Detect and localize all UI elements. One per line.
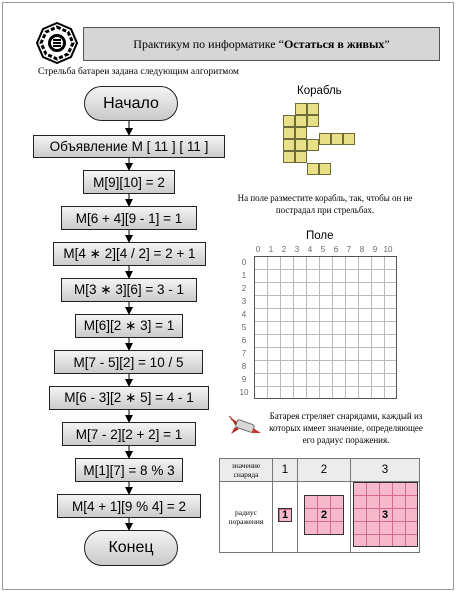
- title-suffix: ”: [384, 36, 390, 51]
- field-grid[interactable]: [254, 256, 397, 399]
- field-column-number: 5: [320, 245, 326, 254]
- flowchart-end: Конец: [84, 530, 178, 566]
- ship-cell: [295, 127, 307, 139]
- header-value-cell: [298, 459, 351, 482]
- field-row-number: 5: [241, 323, 247, 332]
- field-column-number: 8: [359, 245, 365, 254]
- flowchart-step: M[9][10] = 2: [83, 170, 175, 194]
- radius-3-cell: [351, 482, 420, 553]
- field-column-number: 7: [346, 245, 352, 254]
- ship-cell: [307, 163, 319, 175]
- flowchart-step: M[7 - 2][2 + 2] = 1: [62, 422, 196, 446]
- field-row-number: 2: [241, 284, 247, 293]
- field-column-number: 2: [281, 245, 287, 254]
- intro-text: Стрельба батареи задана следующим алгоритмом: [38, 67, 239, 77]
- header-value-3: 3: [381, 464, 389, 476]
- title-bold: Остаться в живых: [283, 36, 385, 51]
- ship-cell: [295, 151, 307, 163]
- ship-cell: [331, 133, 343, 145]
- field-row-number: 6: [241, 336, 247, 345]
- radius-2-square: [304, 495, 344, 535]
- flowchart-step: M[6][2 ∗ 3] = 1: [75, 314, 183, 338]
- ship-label: Корабль: [297, 85, 342, 97]
- radius-1-label: 1: [281, 508, 289, 521]
- row-label-cell: [220, 482, 273, 553]
- header-value-2: 2: [320, 464, 328, 476]
- header-label: значение снаряда: [231, 461, 261, 479]
- ship-instruction: На поле разместите корабль, так, чтобы он не пострадал при стрельбах.: [237, 193, 413, 215]
- header-value-1: 1: [281, 464, 289, 476]
- flowchart-step: M[1][7] = 8 % 3: [75, 458, 183, 482]
- ship-cell: [319, 133, 331, 145]
- flowchart-step: M[4 ∗ 2][4 / 2] = 2 + 1: [53, 242, 206, 266]
- radius-3-label: 3: [381, 508, 389, 521]
- radius-3-square: [353, 482, 418, 547]
- field-column-number: 6: [333, 245, 339, 254]
- projectile-table: [219, 458, 420, 553]
- field-label: Поле: [306, 230, 334, 242]
- ship-cell: [307, 115, 319, 127]
- field-row-number: 9: [241, 375, 247, 384]
- ship-cell: [307, 139, 319, 151]
- ship-cell: [307, 103, 319, 115]
- title-prefix: Практикум по информатике “: [133, 36, 284, 51]
- flowchart-step-declare: Объявление M [ 11 ] [ 11 ]: [33, 135, 225, 158]
- radius-1-cell: [273, 482, 298, 553]
- field-row-number: 1: [241, 271, 247, 280]
- ship-cell: [343, 133, 355, 145]
- field-column-number: 0: [255, 245, 261, 254]
- ship-cell: [283, 139, 295, 151]
- header-label-cell: [220, 459, 273, 482]
- field-column-number: 10: [383, 245, 393, 254]
- field-column-number: 4: [307, 245, 313, 254]
- field-row-number: 10: [239, 388, 249, 397]
- header-value-cell: [351, 459, 420, 482]
- field-column-number: 9: [372, 245, 378, 254]
- header-value-cell: [273, 459, 298, 482]
- row-label: радиус поражения: [228, 508, 264, 526]
- battery-description: Батарея стреляет снарядами, каждый из которых имеет значение, определяющее его радиус поражения.: [269, 411, 423, 445]
- ship-cell: [283, 151, 295, 163]
- ship-cell: [283, 127, 295, 139]
- ship-cell: [283, 115, 295, 127]
- field-row-number: 8: [241, 362, 247, 371]
- flowchart-step: M[6 - 3][2 ∗ 5] = 4 - 1: [49, 386, 209, 410]
- ship-cell: [295, 115, 307, 127]
- radius-2-label: 2: [320, 508, 328, 521]
- field-row-number: 7: [241, 349, 247, 358]
- field-column-number: 3: [294, 245, 300, 254]
- ship-shape: [283, 103, 363, 175]
- radius-1-square: [278, 508, 292, 522]
- field-row-number: 0: [241, 258, 247, 267]
- flowchart-step: M[3 ∗ 3][6] = 3 - 1: [61, 278, 197, 302]
- radius-2-cell: [298, 482, 351, 553]
- flowchart-step: M[7 - 5][2] = 10 / 5: [54, 350, 203, 374]
- flowchart-step: M[6 + 4][9 - 1] = 1: [61, 206, 197, 230]
- ship-cell: [295, 103, 307, 115]
- ship-cell: [295, 139, 307, 151]
- flowchart-start: Начало: [84, 86, 178, 121]
- ship-cell: [319, 163, 331, 175]
- field-row-number: 3: [241, 297, 247, 306]
- flowchart-step: M[4 + 1][9 % 4] = 2: [57, 494, 201, 518]
- field-row-number: 4: [241, 310, 247, 319]
- field-column-number: 1: [268, 245, 274, 254]
- rocket-icon: [229, 414, 263, 438]
